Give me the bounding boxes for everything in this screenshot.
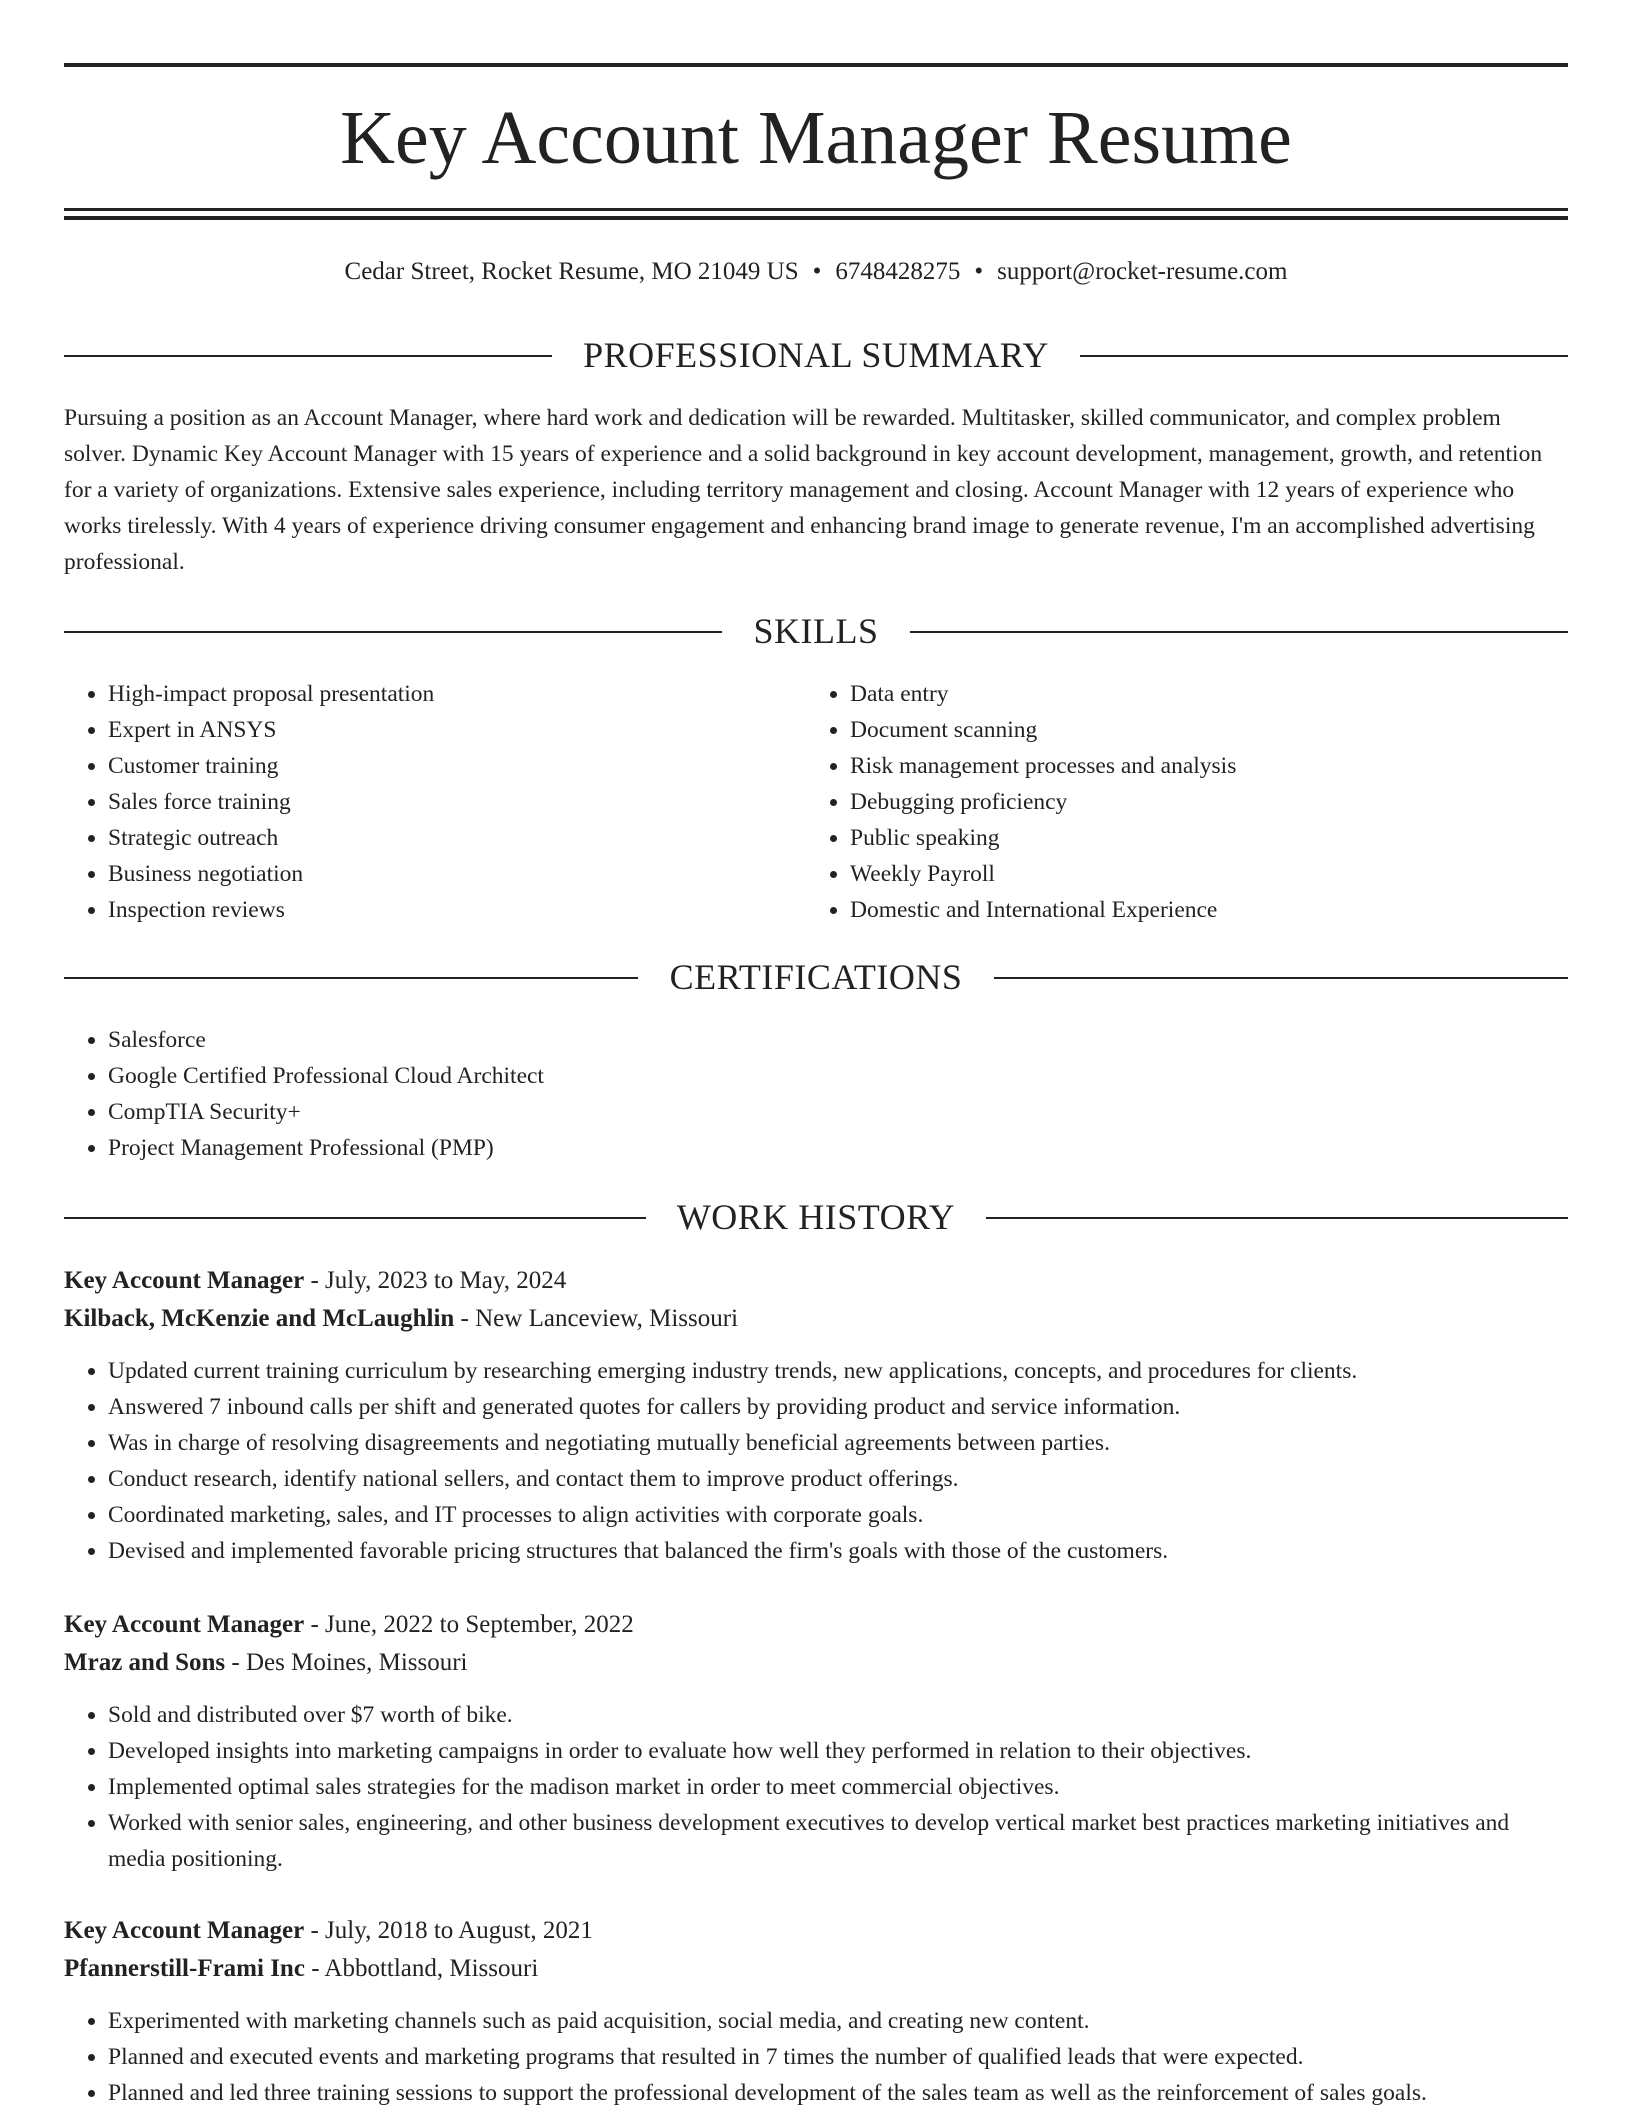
summary-heading-row [64,333,1568,377]
heading-rule-right [994,977,1568,979]
job-location: - Des Moines, Missouri [225,1649,468,1676]
contact-line [64,252,1568,292]
skills-heading: SKILLS [753,611,879,651]
job-dates: - June, 2022 to September, 2022 [304,1611,634,1638]
job-entry [64,1912,1568,2111]
job-title-line [64,1262,1568,1300]
summary-text: Pursuing a position as an Account Manager, where hard work and dedication will be rewarded. Multitasker, skilled communicator, and complex problem solver. Dynamic Key Account Manager with 15 years of experience and a solid background in key account development, management, growth, and retention for a variety of organizations. Extensive sales experience, including territory management and closing. Account Manager with 12 years of experience who works tirelessly. With 4 years of experience driving consumer engagement and enhancing brand image to generate revenue, I'm an accomplished advertising professional. [64,405,1543,575]
job-duty: • Sold and distributed over $7 worth of bike. [108,1697,1568,1733]
top-rule [64,63,1568,67]
skill-item: • Expert in ANSYS [108,712,804,748]
skill-item: • Risk management processes and analysis [850,748,1568,784]
job-entry [64,1606,1568,1877]
skill-item: • Strategic outreach [108,820,804,856]
skill-item: • Sales force training [108,784,804,820]
job-company: Pfannerstill-Frami Inc [64,1955,305,1982]
rule-thin [64,208,1568,211]
job-title: Key Account Manager [64,1267,305,1294]
skills-right-column [806,676,1568,928]
contact-email[interactable]: support@rocket-resume.com [997,258,1288,285]
job-duty: • Experimented with marketing channels such as paid acquisition, social media, and creating new content. [108,2003,1568,2039]
job-duty: • Coordinated marketing, sales, and IT processes to align activities with corporate goals. [108,1497,1568,1533]
contact-separator: • [974,258,984,285]
skill-item: • Business negotiation [108,856,804,892]
skill-item: • Weekly Payroll [850,856,1568,892]
job-duty: • Planned and led three training sessions to support the professional development of the sales team as well as the reinforcement of sales goals. [108,2075,1568,2111]
skill-item: • Document scanning [850,712,1568,748]
heading-rule-right [1080,355,1568,357]
skills-heading-row [64,609,1568,653]
job-duty: • Updated current training curriculum by researching emerging industry trends, new applications, concepts, and procedures for clients. [108,1353,1568,1389]
job-duty: • Worked with senior sales, engineering, and other business development executives to develop vertical market best practices marketing initiatives and media positioning. [108,1805,1568,1877]
job-duty: • Developed insights into marketing campaigns in order to evaluate how well they performed in relation to their objectives. [108,1733,1568,1769]
skill-item: • Inspection reviews [108,892,804,928]
job-duty: • Conduct research, identify national sellers, and contact them to improve product offerings. [108,1461,1568,1497]
certifications-heading-row [64,955,1568,999]
skill-item: • Customer training [108,748,804,784]
job-company-line [64,1300,1568,1338]
contact-address: Cedar Street, Rocket Resume, MO 21049 US [344,258,799,285]
skills-left-column [64,676,804,928]
job-duties-list [64,2003,1568,2111]
skill-item: • Public speaking [850,820,1568,856]
job-entry [64,1262,1568,1569]
contact-phone: 6748428275 [835,258,961,285]
skills-list-left [64,676,804,928]
certification-item: • Salesforce [108,1022,1568,1058]
job-duty: • Planned and executed events and marketing programs that resulted in 7 times the number of qualified leads that were expected. [108,2039,1568,2075]
skill-item: • Debugging proficiency [850,784,1568,820]
job-duties-list [64,1697,1568,1877]
job-location: - New Lanceview, Missouri [454,1305,739,1332]
certifications-heading: CERTIFICATIONS [669,957,963,997]
contact-separator: • [812,258,822,285]
certification-item: • Google Certified Professional Cloud Architect [108,1058,1568,1094]
job-title-line [64,1606,1568,1644]
job-duty: • Implemented optimal sales strategies for the madison market in order to meet commercial objectives. [108,1769,1568,1805]
job-company-line [64,1644,1568,1682]
resume-title: Key Account Manager Resume [340,96,1292,180]
certifications-block [64,1022,1568,1166]
job-title-line [64,1912,1568,1950]
heading-rule-right [986,1217,1568,1219]
job-title: Key Account Manager [64,1917,305,1944]
job-duty: • Was in charge of resolving disagreements and negotiating mutually beneficial agreements between parties. [108,1425,1568,1461]
job-company-line [64,1950,1568,1988]
skill-item: • High-impact proposal presentation [108,676,804,712]
job-duty: • Answered 7 inbound calls per shift and generated quotes for callers by providing product and service information. [108,1389,1568,1425]
job-dates: - July, 2023 to May, 2024 [304,1267,567,1294]
job-company: Kilback, McKenzie and McLaughlin [64,1305,455,1332]
job-dates: - July, 2018 to August, 2021 [304,1917,593,1944]
job-duties-list [64,1353,1568,1569]
skill-item: • Domestic and International Experience [850,892,1568,928]
job-duty: • Devised and implemented favorable pricing structures that balanced the firm's goals with those of the customers. [108,1533,1568,1569]
rule-thick [64,216,1568,220]
job-title: Key Account Manager [64,1611,305,1638]
certification-item: • CompTIA Security+ [108,1094,1568,1130]
work-heading-row [64,1195,1568,1239]
job-company: Mraz and Sons [64,1649,226,1676]
work-heading: WORK HISTORY [676,1197,956,1237]
skills-list-right [806,676,1568,928]
job-location: - Abbottland, Missouri [304,1955,539,1982]
certifications-list [64,1022,1568,1166]
summary-heading: PROFESSIONAL SUMMARY [583,335,1049,375]
certification-item: • Project Management Professional (PMP) [108,1130,1568,1166]
skill-item: • Data entry [850,676,1568,712]
heading-rule-right [910,631,1568,633]
title-double-rule [64,208,1568,220]
